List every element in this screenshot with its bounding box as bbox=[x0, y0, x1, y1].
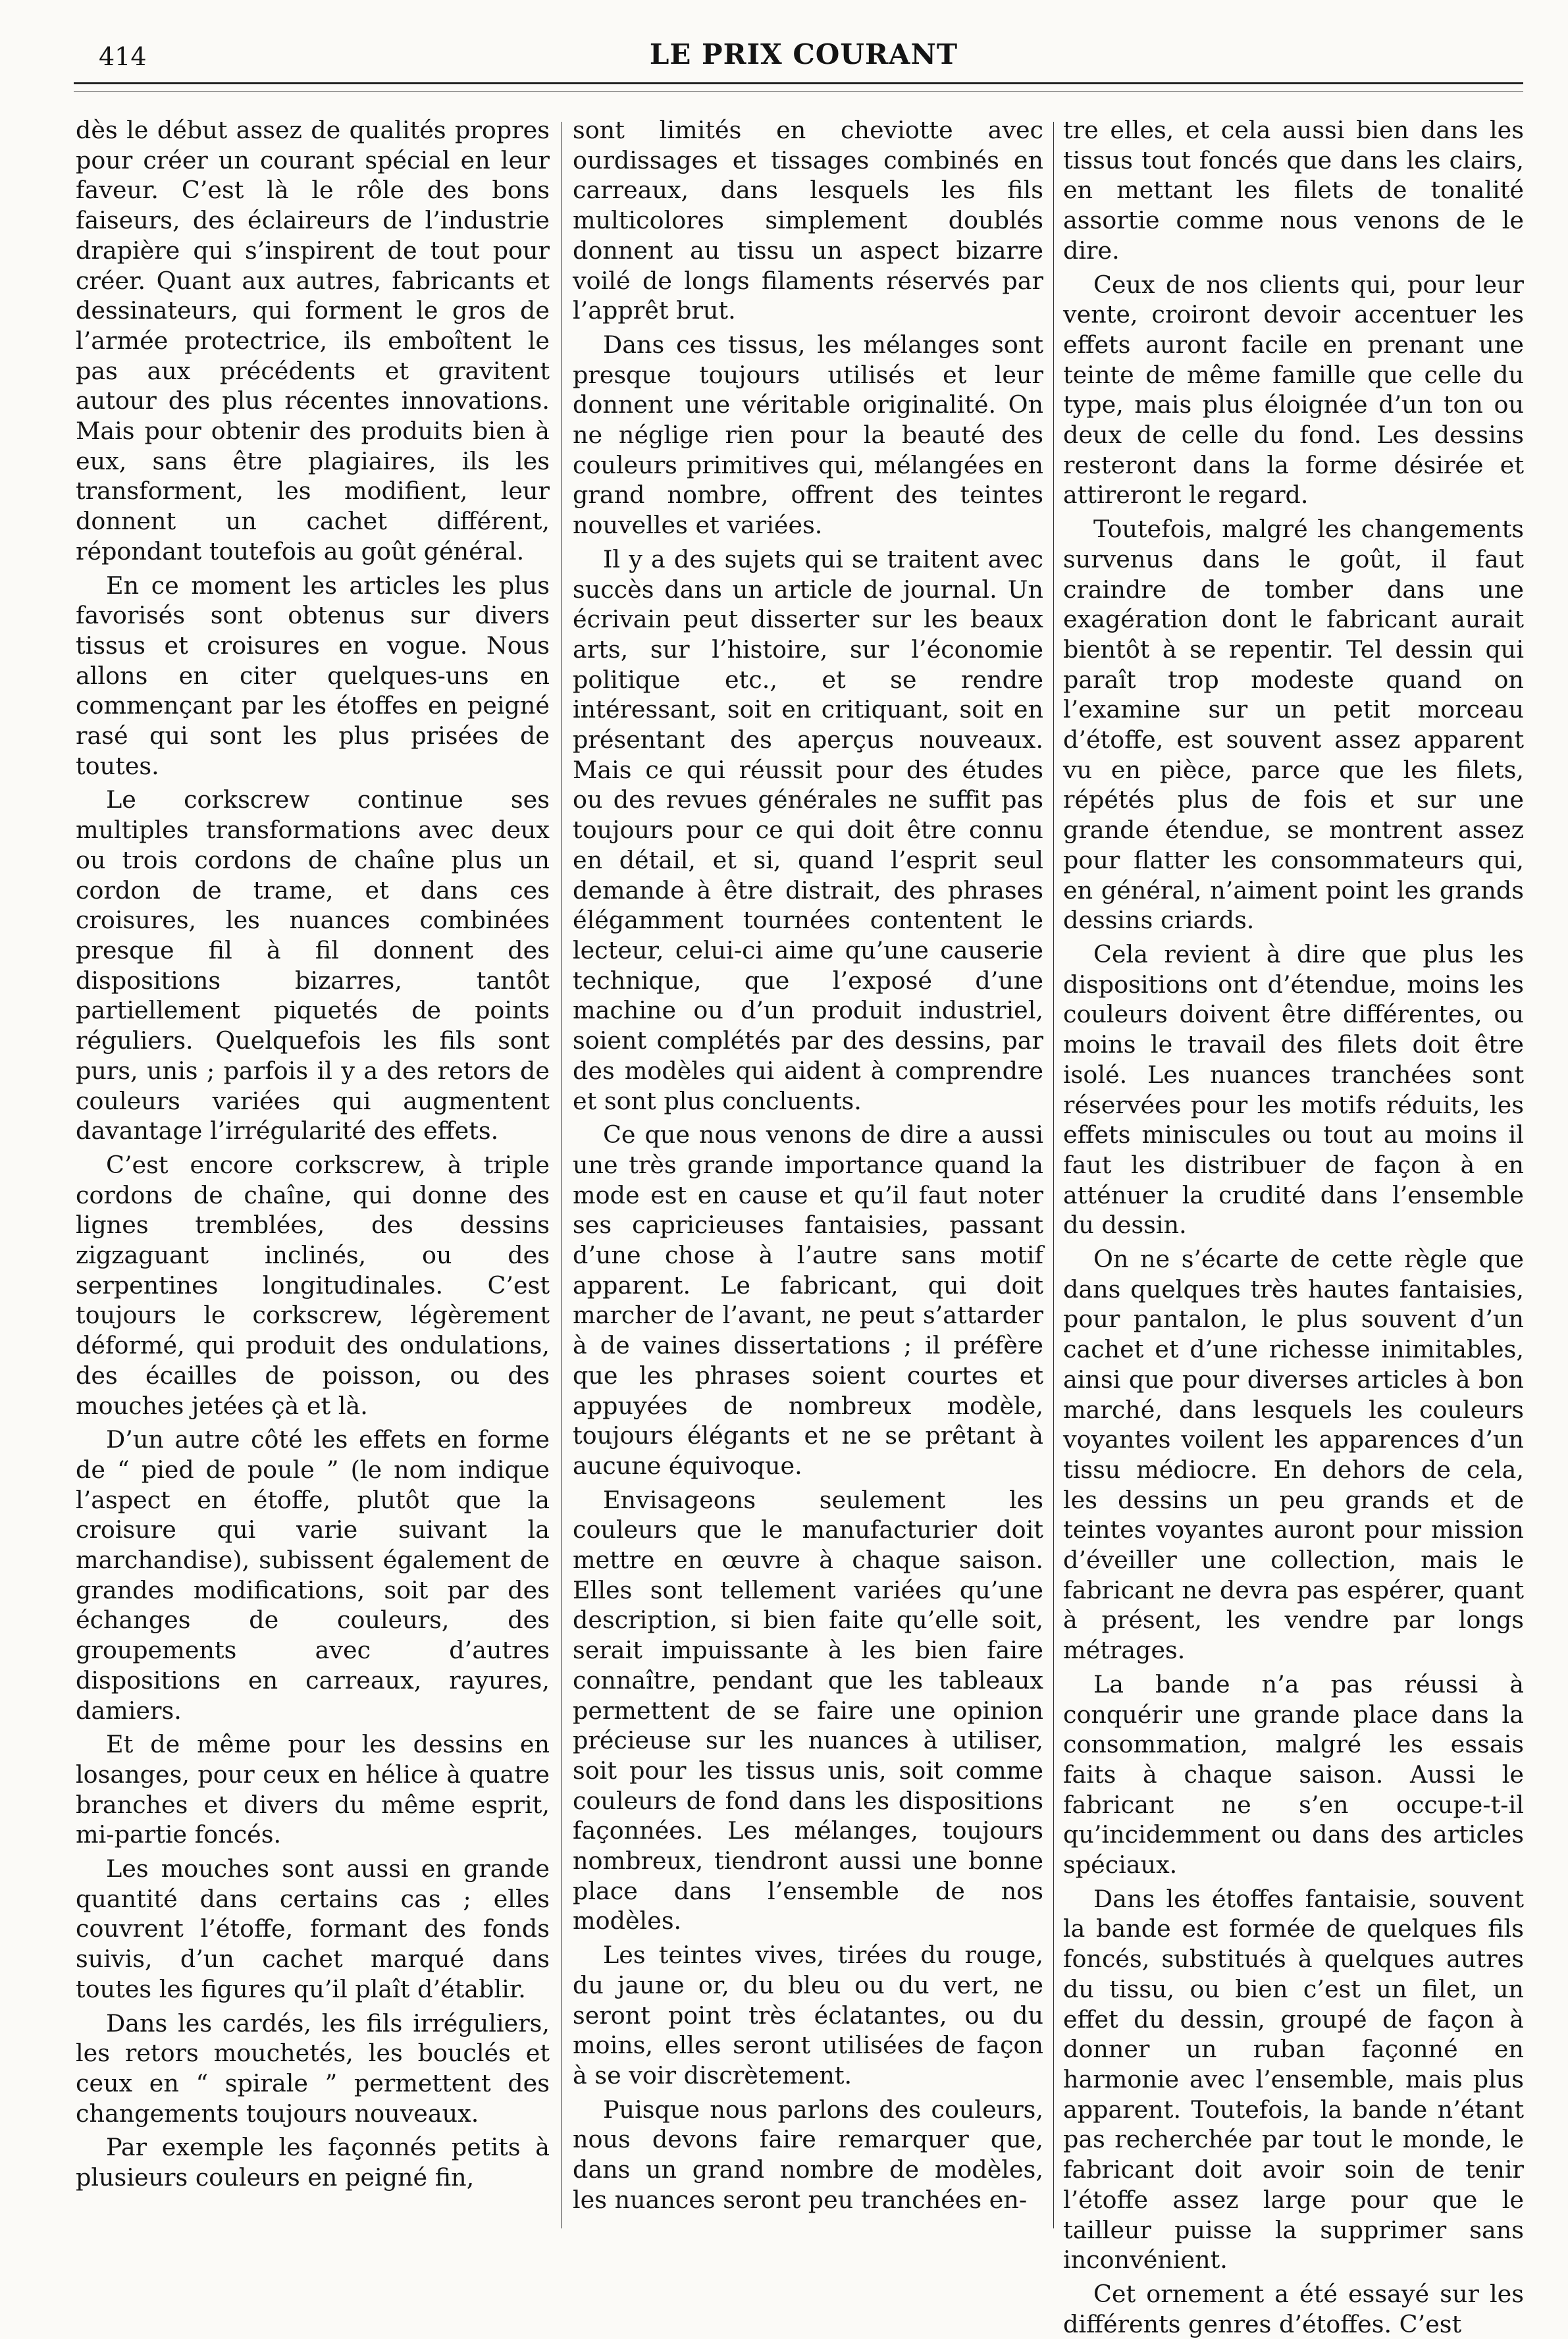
header-rule bbox=[74, 82, 1523, 84]
journal-title: LE PRIX COURANT bbox=[649, 38, 958, 70]
paragraph: Ceux de nos clients qui, pour leur vente, croiront devoir accentuer les effets auront facile en prenant une teinte de même famille que celle du type, mais plus éloignée d’un ton ou deux de celle du fond. Les dessins resteront dans la forme désirée et attireront le regard. bbox=[1063, 270, 1524, 510]
paragraph: Toutefois, malgré les changements survenus dans le goût, il faut craindre de tomber dans une exagération dont le fabricant aurait bientôt à se repentir. Tel dessin qui paraît trop modeste quand on l’examine sur un petit morceau d’étoffe, est souvent assez apparent vu en pièce, parce que les filets, répétés plus de fois et sur une grande étendue, se montrent assez pour flatter les consommateurs qui, en général, n’aiment point les grands dessins criards. bbox=[1063, 515, 1524, 935]
paragraph: Le corkscrew continue ses multiples transformations avec deux ou trois cordons de chaîne plus un cordon de trame, et dans ces croisures, les nuances combinées presque fil à fil donnent des dispositions bizarres, tantôt partiellement piquetés de points réguliers. Quelquefois les fils sont purs, unis ; parfois il y a des retors de couleurs variées qui augmentent davantage l’irrégularité des effets. bbox=[76, 785, 550, 1145]
paragraph: En ce moment les articles les plus favorisés sont obtenus sur divers tissus et croisures en vogue. Nous allons en citer quelques-uns en commençant par les étoffes en peigné rasé qui sont les plus prisées de toutes. bbox=[76, 571, 550, 780]
paragraph: On ne s’écarte de cette règle que dans quelques très hautes fantaisies, pour pantalon, le plus souvent d’un cachet et d’une richesse inimitables, ainsi que pour diverses articles à bon marché, dans lesquels les couleurs voyantes voilent les apparences d’un tissu médiocre. En dehors de cela, les dessins un peu grands et de teintes voyantes auront pour mission d’éveiller une collection, mais le fabricant ne devra pas espérer, quant à présent, les vendre par longs métrages. bbox=[1063, 1245, 1524, 1665]
paragraph: Dans les cardés, les fils irréguliers, les retors mouchetés, les bouclés et ceux en “ spirale ” permettent des changements toujours nouveaux. bbox=[76, 2009, 550, 2128]
paragraph: tre elles, et cela aussi bien dans les tissus tout foncés que dans les clairs, en mettant les filets de tonalité assortie comme nous venons de le dire. bbox=[1063, 116, 1524, 265]
header-rule-thin bbox=[74, 91, 1523, 92]
page-header bbox=[86, 38, 1522, 78]
paragraph: D’un autre côté les effets en forme de “ pied de poule ” (le nom indique l’aspect en étoffe, plutôt que la croisure qui varie suivant la marchandise), subissent également de grandes modifications, soit par des échanges de couleurs, des groupements avec d’autres dispositions en carreaux, rayures, damiers. bbox=[76, 1425, 550, 1725]
paragraph: Cela revient à dire que plus les dispositions ont d’étendue, moins les couleurs doivent être différentes, ou moins le travail des filets doit être isolé. Les nuances tranchées sont réservées pour les motifs réduits, les effets miniscules ou tout au moins il faut les distribuer de façon à en atténuer la crudité dans l’ensemble du dessin. bbox=[1063, 939, 1524, 1240]
paragraph: sont limités en cheviotte avec ourdissages et tissages combinés en carreaux, dans lesquels les fils multicolores simplement doublés donnent au tissu un aspect bizarre voilé de longs filaments réservés par l’apprêt brut. bbox=[573, 116, 1043, 325]
paragraph: La bande n’a pas réussi à conquérir une grande place dans la consommation, malgré les essais faits à chaque saison. Aussi le fabricant ne s’en occupe-t-il qu’incidemment ou dans des articles spéciaux. bbox=[1063, 1669, 1524, 1879]
paragraph: Dans ces tissus, les mélanges sont presque toujours utilisés et leur donnent une véritable originalité. On ne néglige rien pour la beauté des couleurs primitives qui, mélangées en grand nombre, offrent des teintes nouvelles et variées. bbox=[573, 330, 1043, 540]
paragraph: Ce que nous venons de dire a aussi une très grande importance quand la mode est en cause et qu’il faut noter ses capricieuses fantaisies, passant d’une chose à l’autre sans motif apparent. Le fabricant, qui doit marcher de l’avant, ne peut s’attarder à de vaines dissertations ; il préfère que les phrases soient courtes et appuyées de nombreux modèle, toujours élégants et ne se prêtant à aucune équivoque. bbox=[573, 1120, 1043, 1480]
paragraph: Par exemple les façonnés petits à plusieurs couleurs en peigné fin, bbox=[76, 2133, 550, 2192]
paragraph: Les teintes vives, tirées du rouge, du jaune or, du bleu ou du vert, ne seront point très éclatantes, ou du moins, elles seront utilisées de façon à se voir discrètement. bbox=[573, 1941, 1043, 2089]
paragraph: Dans les étoffes fantaisie, souvent la bande est formée de quelques fils foncés, substitués à quelques autres du tissu, ou bien c’est un filet, un effet du dessin, groupé de façon à donner un ruban façonné en harmonie avec l’ensemble, mais plus apparent. Toutefois, la bande n’étant pas recherchée par tout le monde, le fabricant doit avoir soin de tenir l’étoffe assez large pour que le tailleur puisse la supprimer sans inconvénient. bbox=[1063, 1884, 1524, 2274]
column-3 bbox=[1063, 115, 1524, 2338]
page-number: 414 bbox=[99, 42, 147, 71]
column-2 bbox=[573, 115, 1043, 2228]
paragraph: Et de même pour les dessins en losanges, pour ceux en hélice à quatre branches et divers du même esprit, mi-partie foncés. bbox=[76, 1730, 550, 1849]
paragraph: Les mouches sont aussi en grande quantité dans certains cas ; elles couvrent l’étoffe, formant des fonds suivis, d’un cachet marqué dans toutes les figures qu’il plaît d’établir. bbox=[76, 1854, 550, 2003]
paragraph: C’est encore corkscrew, à triple cordons de chaîne, qui donne des lignes tremblées, des dessins zigzaguant inclinés, ou des serpentines longitudinales. C’est toujours le corkscrew, légèrement déformé, qui produit des ondulations, des écailles de poisson, ou des mouches jetées çà et là. bbox=[76, 1150, 550, 1420]
paragraph: dès le début assez de qualités propres pour créer un courant spécial en leur faveur. C’est là le rôle des bons faiseurs, des éclaireurs de l’industrie drapière qui s’inspirent de tout pour créer. Quant aux autres, fabricants et dessinateurs, qui forment le gros de l’armée protectrice, ils emboîtent le pas aux précédents et gravitent autour des plus récentes innovations. Mais pour obtenir des produits bien à eux, sans être plagiaires, ils les transforment, les modifient, leur donnent un cachet différent, répondant toutefois au goût général. bbox=[76, 116, 550, 565]
paragraph: Il y a des sujets qui se traitent avec succès dans un article de journal. Un écrivain peut disserter sur les beaux arts, sur l’histoire, sur l’économie politique etc., et se rendre intéressant, soit en critiquant, soit en présentant des aperçus nouveaux. Mais ce qui réussit pour des études ou des revues générales ne suffit pas toujours pour ce qui doit être connu en détail, et si, quand l’esprit seul demande à être distrait, des phrases élégamment tournées contentent le lecteur, celui-ci aime qu’une causerie technique, que l’exposé d’une machine ou d’un produit industriel, soient complétés par des dessins, par des modèles qui aident à comprendre et sont plus concluents. bbox=[573, 544, 1043, 1115]
column-1 bbox=[76, 115, 550, 2228]
paragraph: Puisque nous parlons des couleurs, nous devons faire remarquer que, dans un grand nombre de modèles, les nuances seront peu tranchées en- bbox=[573, 2095, 1043, 2214]
paragraph: Cet ornement a été essayé sur les différents genres d’étoffes. C’est bbox=[1063, 2279, 1524, 2338]
article-columns bbox=[76, 115, 1524, 2338]
paragraph: Envisageons seulement les couleurs que le manufacturier doit mettre en œuvre à chaque saison. Elles sont tellement variées qu’une description, si bien faite qu’elle soit, serait impuissante à les bien faire connaître, pendant que les tableaux permettent de se faire une opinion précieuse sur les nuances à utiliser, soit pour les tissus unis, soit comme couleurs de fond dans les dispositions façonnées. Les mélanges, toujours nombreux, tiendront aussi une bonne place dans l’ensemble de nos modèles. bbox=[573, 1485, 1043, 1935]
